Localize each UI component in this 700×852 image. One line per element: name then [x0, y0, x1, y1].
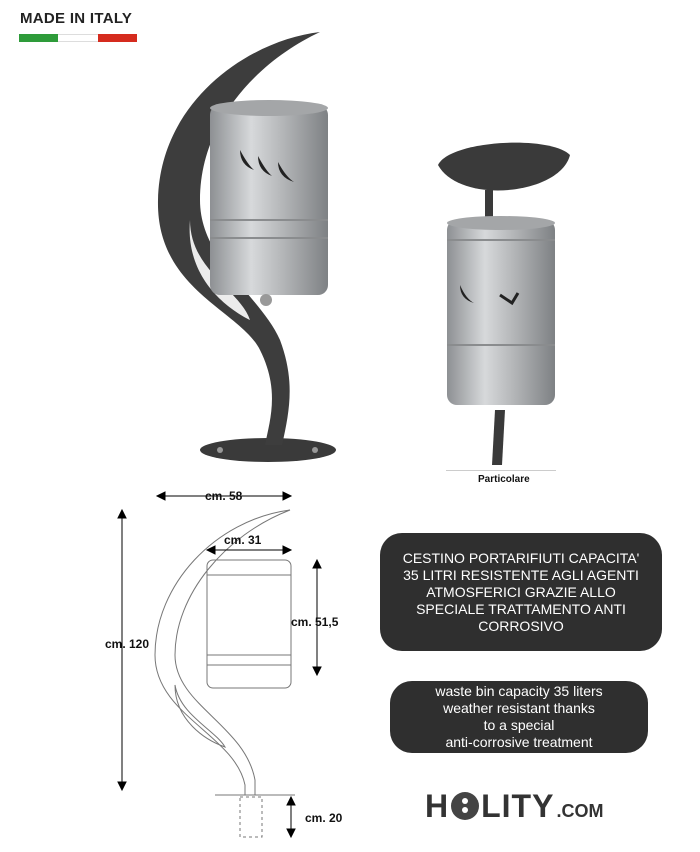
made-in-italy-label: MADE IN ITALY	[20, 10, 133, 27]
detail-photo	[430, 135, 580, 470]
description-english-box	[390, 681, 648, 753]
dimension-height-total: cm. 120	[105, 637, 150, 651]
detail-caption: Particolare	[478, 474, 530, 485]
bin-body	[210, 105, 328, 295]
bin-rim	[210, 100, 328, 116]
description-en-line: to a special	[483, 717, 555, 733]
description-italian-box	[380, 533, 662, 651]
holity-logo[interactable]	[425, 788, 603, 825]
description-it-line: SPECIALE TRATTAMENTO ANTI	[416, 600, 626, 617]
logo-o-icon	[451, 792, 479, 820]
dimension-width-total: cm. 58	[205, 489, 243, 503]
logo-text-right: LITY	[481, 788, 555, 824]
flag-white-stripe	[58, 34, 97, 42]
dimension-width-bin: cm. 31	[224, 533, 262, 547]
product-photo	[130, 20, 370, 470]
description-it-line: 35 LITRI RESISTENTE AGLI AGENTI	[403, 566, 639, 583]
detail-caption-divider	[446, 470, 556, 471]
description-it-line: CORROSIVO	[478, 617, 564, 634]
logo-text-left: H	[425, 788, 450, 824]
description-en-line: weather resistant thanks	[443, 700, 595, 716]
description-it-line: ATMOSFERICI GRAZIE ALLO	[426, 583, 616, 600]
italian-flag	[19, 34, 137, 42]
detail-frame-top	[438, 143, 570, 191]
detail-bin-body	[447, 220, 555, 405]
flag-green-stripe	[19, 34, 58, 42]
description-en-line: waste bin capacity 35 liters	[435, 683, 603, 699]
description-it-line: CESTINO PORTARIFIUTI CAPACITA'	[402, 549, 640, 566]
dimension-depth-ground: cm. 20	[305, 811, 343, 825]
description-en-line: anti-corrosive treatment	[445, 734, 593, 750]
dimension-height-bin: cm. 51,5	[291, 615, 339, 629]
logo-suffix: .COM	[556, 801, 604, 821]
